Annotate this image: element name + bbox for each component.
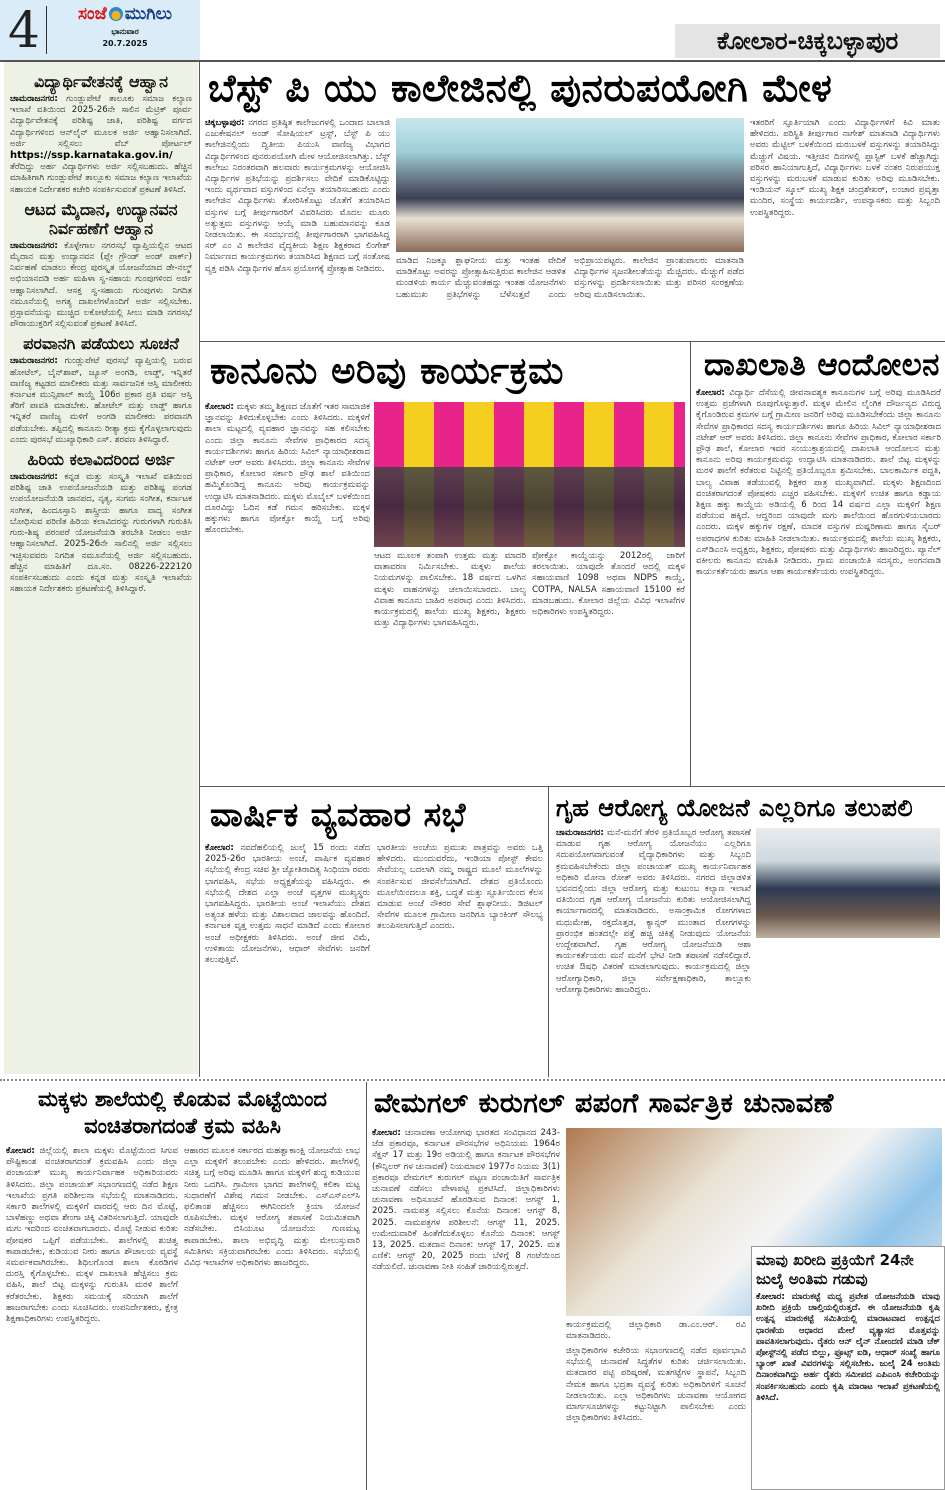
brief-text: ತೆರೆದಿದ್ದು ಅರ್ಹ ವಿದ್ಯಾರ್ಥಿಗಳು ಅರ್ಜಿ ಸಲ್ಲಿಸಬಹುದು. ಹೆಚ್ಚಿನ ಮಾಹಿತಿಗಾಗಿ ಗುಂಡ್ಲುಪೇಟೆ ತಾಲ್ಲೂಕು ಸಮಾಜ ಕಲ್ಯಾಣ ಇಲಾಖೆಯ ಸಹಾಯಕ ನಿರ್ದೇಶಕರ ಕಚೇರಿ ಸಂಪರ್ಕಿಸುವಂತೆ ಪ್ರಕಟಣೆ ತಿಳಿಸಿದೆ. <box>10 162 192 195</box>
region-label: ಕೋಲಾರ-ಚಿಕ್ಕಬಳ್ಳಾಪುರ <box>675 24 940 58</box>
portal-link[interactable]: https://ssp.karnataka.gov.in/ <box>10 150 173 162</box>
dateline: ಕೋಲಾರ: <box>696 388 725 398</box>
story-headline-line1: ಮಕ್ಕಳು ಶಾಲೆಯಲ್ಲಿ ಕೊಡುವ ಮೊಟ್ಟೆಯಿಂದ <box>38 1087 327 1111</box>
divider <box>46 6 47 54</box>
story-headline <box>0 1086 365 1142</box>
story-body-col2: ಭಾರತೀಯ ಅಂಚೆಯ ಪ್ರಮುಖ ಪಾತ್ರವನ್ನು ಅವರು ಒತ್ತಿ ಹೇಳಿದರು. ಮುಂದುವರೆದು, ಇಂಡಿಯಾ ಪೋಸ್ಟ್ ಕೇವಲ ಸೇವೆಯಲ್ಲ ಬದಲಾಗಿ ನಮ್ಮ ರಾಷ್ಟ್ರದ ಮೂಲೆ ಮೂಲೆಗಳನ್ನು ಸಂಪರ್ಕಿಸುವ ಜೀವಸೆಲೆಯಾಗಿದೆ. ದೇಶದ ಪ್ರತಿಯೊಂದು ಮೂಲೆಯಿಂದಲೂ ಶಕ್ತಿ, ಬದ್ಧತೆ ಮತ್ತು ಸ್ಪೂರ್ತಿಯಿಂದ ಕೆಲಸ ಮಾಡುವ ಅಂಚೆ ನೌಕರರ ಸೇವೆ ಶ್ಲಾಘನೀಯ. ಡಿಜಿಟಲ್ ಸೇವೆಗಳ ಮೂಲಕ ಗ್ರಾಮೀಣ ಜನರಿಗೂ ಬ್ಯಾಂಕಿಂಗ್ ಸೌಲಭ್ಯ ತಲುಪಿಸಲಾಗುತ್ತಿದೆ ಎಂದರು. <box>377 843 543 932</box>
brief-headline: ಹಿರಿಯ ಕಲಾವಿದರಿಂದ ಅರ್ಜಿ <box>27 450 175 470</box>
masthead-stack <box>52 2 198 58</box>
brief-body <box>10 356 192 446</box>
article-text: ಮನೆ-ಮನೆಗೆ ತೆರಳಿ ಪ್ರತಿಯೊಬ್ಬರ ಆರೋಗ್ಯ ತಪಾಸಣೆ ಮಾಡುವ ಗೃಹ ಆರೋಗ್ಯ ಯೋಜನೆಯು ಎಲ್ಲರಿಗೂ ಸದುಪಯೋಗವಾಗುವಂತೆ ವೈದ್ಯಾಧಿಕಾರಿಗಳು ಮತ್ತು ಸಿಬ್ಬಂದಿ ಕ್ರಮವಹಿಸಬೇಕೆಂದು ಜಿಲ್ಲಾ ಪಂಚಾಯತ್ ಮುಖ್ಯ ಕಾರ್ಯನಿರ್ವಾಹಕ ಅಧಿಕಾರಿ ಮೋನಾ ರೋತ್ ಅವರು ತಿಳಿಸಿದರು. ನಗರದ ಜಿಲ್ಲಾಡಳಿತ ಭವನದಲ್ಲಿಂದು ಜಿಲ್ಲಾ ಆರೋಗ್ಯ ಮತ್ತು ಕುಟುಂಬ ಕಲ್ಯಾಣ ಇಲಾಖೆ ವತಿಯಿಂದ ಗೃಹ ಆರೋಗ್ಯ ಯೋಜನೆಯ ಕುರಿತು ಆಯೋಜಿಸಲಾಗಿದ್ದ ಕಾರ್ಯಾಗಾರದಲ್ಲಿ ಮಾತನಾಡಿದರು. ಅಸಾಂಕ್ರಾಮಿಕ ರೋಗಗಳಾದ ಮಧುಮೇಹ, ರಕ್ತದೊತ್ತಡ, ಕ್ಯಾನ್ಸರ್ ಮುಂತಾದ ರೋಗಗಳನ್ನು ಪ್ರಾರಂಭಿಕ ಹಂತದಲ್ಲೇ ಪತ್ತೆ ಹಚ್ಚಿ ಚಿಕಿತ್ಸೆ ನೀಡುವುದು ಯೋಜನೆಯ ಉದ್ದೇಶವಾಗಿದೆ. ಗೃಹ ಆರೋಗ್ಯ ಯೋಜನೆಯಡಿ ಆಶಾ ಕಾರ್ಯಕರ್ತೆಯರು ಮನೆ ಮನೆಗೆ ಭೇಟಿ ನೀಡಿ ತಪಾಸಣೆ ನಡೆಸಲಿದ್ದಾರೆ. ಉಚಿತ ಔಷಧಿ ವಿತರಣೆ ಮಾಡಲಾಗುವುದು. ಕಾರ್ಯಕ್ರಮದಲ್ಲಿ ಜಿಲ್ಲಾ ಆರೋಗ್ಯಾಧಿಕಾರಿ, ಜಿಲ್ಲಾ ಸರ್ವೇಕ್ಷಣಾಧಿಕಾರಿ, ತಾಲ್ಲೂಕು ಆರೋಗ್ಯಾಧಿಕಾರಿಗಳು ಹಾಜರಿದ್ದರು. <box>556 828 751 995</box>
article-text: ಮಾರುಕಟ್ಟೆ ಮಧ್ಯ ಪ್ರವೇಶ ಯೋಜನೆಯಡಿ ಮಾವು ಖರೀದಿ ಪ್ರಕ್ರಿಯೆ ಚಾಲ್ತಿಯಲ್ಲಿರುತ್ತದೆ. ಈ ಯೋಜನೆಯಡಿ ಕೃಷಿ ಉತ್ಪನ್ನ ಮಾರುಕಟ್ಟೆ ಸಮಿತಿಯಲ್ಲಿ ಮಾರಾಟವಾದ ಉತ್ಪನ್ನದ ಧಾರಣೆಯ ಆಧಾರದ ಮೇಲೆ ವ್ಯತ್ಯಾಸದ ಮೊತ್ತವನ್ನು ಪಾವತಿಸಲಾಗುವುದು. ರೈತರು ಆನ್ ಲೈನ್ ನೋಂದಣಿ ಮಾಡಿ ಚೆಕ್ ಪೋಸ್ಟ್‌ನಲ್ಲಿ ಪಡೆದ ಬಿಲ್ಲು, ಫ್ರೂಟ್ಸ್ ಐಡಿ, ಆಧಾರ್ ಸಂಖ್ಯೆ ಹಾಗೂ ಬ್ಯಾಂಕ್ ಖಾತೆ ವಿವರಗಳನ್ನು ಸಲ್ಲಿಸಬೇಕು. ಜುಲೈ 24 ಅಂತಿಮ ದಿನಾಂಕವಾಗಿದ್ದು ಅರ್ಹ ರೈತರು ಸಮೀಪದ ಎಪಿಎಂಸಿ ಕಚೇರಿಯನ್ನು ಸಂಪರ್ಕಿಸಬಹುದು ಎಂದು ಕೃಷಿ ಮಾರಾಟ ಇಲಾಖೆ ಪ್ರಕಟಣೆಯಲ್ಲಿ ತಿಳಿಸಿದೆ. <box>756 1292 940 1403</box>
brief-text: ಗುಂಡ್ಲುಪೇಟೆ ಪುರಸಭೆ ವ್ಯಾಪ್ತಿಯಲ್ಲಿ ಬರುವ ಹೋಟೆಲ್, ಬೈನ್‌ಶಾಪ್, ಜ್ಯೂಸ್ ಅಂಗಡಿ, ಲಾಡ್ಜ್, ಇನ್ನಿತರೆ ವಾಣಿಜ್ಯ ಕಟ್ಟಡದ ಮಾಲೀಕರು ಮತ್ತು ಸಾರ್ವಜನಿಕ ಆಸ್ತಿ ಮಾಲೀಕರು ಕರ್ನಾಟಕ ಮುನ್ಸಿಪಾಲ್ ಕಾಯ್ದೆ 106ರ ಪ್ರಕಾರ ಪ್ರತಿ ವರ್ಷ ಆಸ್ತಿ ತೆರಿಗೆ ಪಾವತಿ ಮಾಡಬೇಕು. ಹೋಟೆಲ್ ಮತ್ತು ಲಾಡ್ಜ್ ಹಾಗೂ ಇನ್ನಿತರೆ ವಾಣಿಜ್ಯ ಮಳಿಗೆ ಅಂಗಡಿ ಮಾಲೀಕರು ಪರವಾನಗಿ ಪಡೆಯಬೇಕು. ತಪ್ಪಿದಲ್ಲಿ ಕಾನೂನು ರೀತ್ಯಾ ಕ್ರಮ ಕೈಗೊಳ್ಳಲಾಗುವುದು ಎಂದು ಪುರಸಭೆ ಮುಖ್ಯಾಧಿಕಾರಿ ಎಸ್. ಶರವಣ ತಿಳಿಸಿದ್ದಾರೆ. <box>10 356 192 445</box>
story-body-col1 <box>205 843 370 1075</box>
article-text: ಜಿಲ್ಲೆಯಲ್ಲಿ ಶಾಲಾ ಮಕ್ಕಳು ಮೊಟ್ಟೆಯಿಂದ ಸಿಗುವ ಪೌಷ್ಟಿಕಾಂಶ ವಂಚಿತರಾಗದಂತೆ ಕ್ರಮವಹಿಸಿ ಎಂದು ಜಿಲ್ಲಾ ಪಂಚಾಯತ್ ಮುಖ್ಯ ಕಾರ್ಯನಿರ್ವಾಹಕ ಅಧಿಕಾರಿಯವರು ತಿಳಿಸಿದರು. ಜಿಲ್ಲಾ ಪಂಚಾಯತ್ ಸಭಾಂಗಣದಲ್ಲಿ ನಡೆದ ಶಿಕ್ಷಣ ಇಲಾಖೆಯ ಪ್ರಗತಿ ಪರಿಶೀಲನಾ ಸಭೆಯಲ್ಲಿ ಮಾತನಾಡಿದರು. ಸರ್ಕಾರಿ ಶಾಲೆಗಳಲ್ಲಿ ಮಕ್ಕಳಿಗೆ ವಾರದಲ್ಲಿ ಆರು ದಿನ ಮೊಟ್ಟೆ, ಬಾಳೆಹಣ್ಣು ಅಥವಾ ಶೇಂಗಾ ಚಿಕ್ಕಿ ವಿತರಿಸಲಾಗುತ್ತಿದೆ. ಯಾವುದೇ ಮಗು ಇದರಿಂದ ವಂಚಿತವಾಗಬಾರದು. ಮೊಟ್ಟೆ ನೀಡುವ ಕುರಿತು ಪೋಷಕರ ಒಪ್ಪಿಗೆ ಪಡೆಯಬೇಕು. ಶಾಲೆಗಳಲ್ಲಿ ಶುಚಿತ್ವ ಕಾಪಾಡಬೇಕು, ಕುಡಿಯುವ ನೀರು ಹಾಗೂ ಶೌಚಾಲಯ ವ್ಯವಸ್ಥೆ ಸಮರ್ಪಕವಾಗಿರಬೇಕು. ಶಿಥಿಲಗೊಂಡ ಶಾಲಾ ಕೊಠಡಿಗಳ ದುರಸ್ತಿ ಕೈಗೊಳ್ಳಬೇಕು. ಮಕ್ಕಳ ದಾಖಲಾತಿ ಹೆಚ್ಚಿಸಲು ಕ್ರಮ ವಹಿಸಿ, ಶಾಲೆ ಬಿಟ್ಟ ಮಕ್ಕಳನ್ನು ಗುರುತಿಸಿ ಮರಳಿ ಶಾಲೆಗೆ ಕರೆತರಬೇಕು. ಶಿಕ್ಷಕರು ಸಮಯಕ್ಕೆ ಸರಿಯಾಗಿ ಶಾಲೆಗೆ ಹಾಜರಾಗಬೇಕು ಎಂದು ಸೂಚಿಸಿದರು. ಉಪನಿರ್ದೇಶಕರು, ಕ್ಷೇತ್ರ ಶಿಕ್ಷಣಾಧಿಕಾರಿಗಳು ಉಪಸ್ಥಿತರಿದ್ದರು. <box>6 1146 178 1325</box>
article-text: ವಿದ್ಯಾರ್ಥಿ ದೆಸೆಯಲ್ಲಿ ಜೀವನಾವಶ್ಯಕ ಕಾನೂನುಗಳ ಬಗ್ಗೆ ಅರಿವು ಮೂಡಿಸಿದರೆ ಉತ್ತಮ ಪ್ರಜೆಗಳಾಗಿ ರೂಪುಗೊಳ್ಳುತ್ತಾರೆ. ಮಕ್ಕಳ ಮೇಲಿನ ಲೈಂಗಿಕ ದೌರ್ಜನ್ಯದ ವಿರುದ್ಧ ಕೈಗೊಂಡಿರುವ ಕ್ರಮಗಳ ಬಗ್ಗೆ ಗ್ರಾಮೀಣ ಜನರಿಗೆ ಅರಿವು ಮೂಡಿಸಬೇಕೆಂದು ಜಿಲ್ಲಾ ಕಾನೂನು ಸೇವೆಗಳ ಪ್ರಾಧಿಕಾರದ ಸದಸ್ಯ ಕಾರ್ಯದರ್ಶಿಗಳು ಹಾಗೂ ಹಿರಿಯ ಸಿವಿಲ್ ನ್ಯಾಯಾಧೀಶರಾದ ನಟೇಶ್ ಆರ್ ಅವರು ತಿಳಿಸಿದರು. ಜಿಲ್ಲಾ ಕಾನೂನು ಸೇವೆಗಳ ಪ್ರಾಧಿಕಾರ, ಕೋಲಾರ ಸರ್ಕಾರಿ ಪ್ರೌಢ ಶಾಲೆ, ಕೋಲಾರ ಇವರ ಸಂಯುಕ್ತಾಶ್ರಯದಲ್ಲಿ ದಾಖಲಾತಿ ಆಂದೋಲನ ಮತ್ತು ಕಾನೂನು ಅರಿವು ಕಾರ್ಯಕ್ರಮವನ್ನು ಉದ್ಘಾಟಿಸಿ ಮಾತನಾಡಿದರು. ಶಾಲೆ ಬಿಟ್ಟ ಮಕ್ಕಳನ್ನು ಮರಳಿ ಶಾಲೆಗೆ ಕರೆತರುವ ನಿಟ್ಟಿನಲ್ಲಿ ಪ್ರತಿಯೊಬ್ಬರೂ ಶ್ರಮಿಸಬೇಕು. ಬಾಲಕಾರ್ಮಿಕ ಪದ್ಧತಿ, ಬಾಲ್ಯ ವಿವಾಹ ತಡೆಯುವಲ್ಲಿ ಶಿಕ್ಷಕರ ಪಾತ್ರ ಮುಖ್ಯವಾಗಿದೆ. ಮಕ್ಕಳು ಶಿಕ್ಷಣದಿಂದ ವಂಚಿತರಾಗದಂತೆ ಪೋಷಕರು ಎಚ್ಚರ ವಹಿಸಬೇಕು. ಮಕ್ಕಳಿಗೆ ಉಚಿತ ಹಾಗೂ ಕಡ್ಡಾಯ ಶಿಕ್ಷಣ ಹಕ್ಕು ಕಾಯ್ದೆಯ ಅಡಿಯಲ್ಲಿ 6 ರಿಂದ 14 ವರ್ಷದ ಎಲ್ಲಾ ಮಕ್ಕಳಿಗೆ ಶಿಕ್ಷಣ ಪಡೆಯುವ ಹಕ್ಕಿದೆ. ಆದ್ದರಿಂದ ಯಾವುದೇ ಮಗು ಶಾಲೆಯಿಂದ ಹೊರಗುಳಿಯಬಾರದು ಎಂದರು. ಮಕ್ಕಳ ಹಕ್ಕುಗಳ ರಕ್ಷಣೆ, ಮಾದಕ ವಸ್ತುಗಳ ದುಷ್ಪರಿಣಾಮ ಹಾಗೂ ಸೈಬರ್ ಅಪರಾಧಗಳ ಕುರಿತು ಮಾಹಿತಿ ನೀಡಲಾಯಿತು. ಕಾರ್ಯಕ್ರಮದಲ್ಲಿ ಶಾಲೆಯ ಮುಖ್ಯ ಶಿಕ್ಷಕರು, ಎಸ್‌ಡಿಎಂಸಿ ಅಧ್ಯಕ್ಷರು, ಶಿಕ್ಷಕರು, ಪೋಷಕರು ಮತ್ತು ವಿದ್ಯಾರ್ಥಿಗಳು ಹಾಜರಿದ್ದರು. ಪ್ಯಾನೆಲ್ ವಕೀಲರು ಕಾನೂನು ಮಾಹಿತಿ ನೀಡಿದರು. ಗ್ರಾಮ ಪಂಚಾಯಿತಿ ಸದಸ್ಯರು, ಅಂಗನವಾಡಿ ಕಾರ್ಯಕರ್ತೆಯರು ಹಾಗೂ ಆಶಾ ಕಾರ್ಯಕರ್ತೆಯರು ಉಪಸ್ಥಿತರಿದ್ದರು. <box>696 388 941 578</box>
lead-headline: ಬೆಸ್ಟ್ ಪಿ ಯು ಕಾಲೇಜಿನಲ್ಲಿ ಪುನರುಪಯೋಗಿ ಮೇಳ <box>208 66 833 110</box>
story-headline-line2: ವಂಚಿತರಾಗದಂತೆ ಕ್ರಮ ವಹಿಸಿ <box>84 1114 281 1138</box>
section-rule <box>200 786 945 787</box>
brief-text: ಗುಂಡ್ಲುಪೇಟೆ ತಾಲೂಕು ಸಮಾಜ ಕಲ್ಯಾಣ ಇಲಾಖೆ ವತಿಯಿಂದ 2025-26ನೇ ಸಾಲಿನ ಮೆಟ್ರಿಕ್ ಪೂರ್ವ ವಿದ್ಯಾರ್ಥಿವೇತನಕ್ಕೆ ಪರಿಶಿಷ್ಟ ಜಾತಿ, ಪರಿಶಿಷ್ಟ ವರ್ಗದ ವಿದ್ಯಾರ್ಥಿಗಳಿಂದ ಆನ್‌ಲೈನ್ ಮೂಲಕ ಅರ್ಜಿ ಆಹ್ವಾನಿಸಲಾಗಿದೆ. ಅರ್ಜಿ ಸಲ್ಲಿಸಲು ವೆಬ್ ಪೋರ್ಟಲ್ <box>10 94 192 149</box>
news-box <box>751 1246 945 1490</box>
brief-body <box>10 472 192 595</box>
story-body-col2: ಆಹಾರದ ಮೂಲಕ ಸರ್ಕಾರದ ಮಹತ್ವಾಕಾಂಕ್ಷಿ ಯೋಜನೆಯ ಲಾಭ ಎಲ್ಲಾ ಮಕ್ಕಳಿಗೆ ತಲುಪಬೇಕು ಎಂದು ಹೇಳಿದರು. ಶಾಲೆಗಳಲ್ಲಿ ಸಚಿತ್ವ ಬಗ್ಗೆ ಅರಿವು ಮೂಡಿಸಿ ಹಾಗೂ ಮಕ್ಕಳಿಗೆ ಶುದ್ಧ ಕುಡಿಯುವ ನೀರು ಒದಗಿಸಿ. ಗ್ರಾಮೀಣ ಭಾಗದ ಶಾಲೆಗಳಲ್ಲಿ ಕಲಿಕಾ ಮಟ್ಟ ಸುಧಾರಣೆಗೆ ವಿಶೇಷ ಗಮನ ನೀಡಬೇಕು. ಎಸ್‌ಎಸ್‌ಎಲ್‌ಸಿ ಫಲಿತಾಂಶ ಹೆಚ್ಚಿಸಲು ಈಗಿನಿಂದಲೇ ಕ್ರಿಯಾ ಯೋಜನೆ ರೂಪಿಸಬೇಕು. ಮಕ್ಕಳ ಆರೋಗ್ಯ ತಪಾಸಣೆ ನಿಯಮಿತವಾಗಿ ನಡೆಸಬೇಕು. ಬಿಸಿಯೂಟ ಯೋಜನೆಯ ಗುಣಮಟ್ಟ ಕಾಪಾಡಬೇಕು. ಶಾಲಾ ಅಭಿವೃದ್ಧಿ ಮತ್ತು ಮೇಲುಸ್ತುವಾರಿ ಸಮಿತಿಗಳು ಸಕ್ರಿಯವಾಗಿರಬೇಕು ಎಂದು ತಿಳಿಸಿದರು. ಸಭೆಯಲ್ಲಿ ವಿವಿಧ ಇಲಾಖೆಗಳ ಅಧಿಕಾರಿಗಳು ಹಾಜರಿದ್ದರು. <box>184 1146 360 1269</box>
column-rule <box>366 1082 367 1490</box>
column-rule <box>690 342 691 786</box>
dateline: ಚಾಮರಾಜನಗರ: <box>10 240 58 251</box>
masthead <box>0 0 200 60</box>
brief-text: ಕೊಳ್ಳೇಗಾಲ ನಗರಸಭೆ ವ್ಯಾಪ್ತಿಯಲ್ಲಿನ ಆಟದ ಮೈದಾನ ಮತ್ತು ಉದ್ಯಾನವನ (ಪ್ಲೇ ಗ್ರೌಂಡ್ ಅಂಡ್ ಪಾರ್ಕ್) ನಿರ್ವಹಣೆ ಮಾಡಲು ಕೇಂದ್ರ ಪುರಸ್ಕೃತ ಯೋಜನೆಯಾದ ಡೇ-ನಲ್ಮ್ ಅಭಿಯಾನದಡಿ ಅರ್ಹ ಮಹಿಳಾ ಸ್ವ-ಸಹಾಯ ಗುಂಪುಗಳಿಂದ ಅರ್ಜಿ ಆಹ್ವಾನಿಸಲಾಗಿದೆ. ಆಸಕ್ತ ಸ್ವ-ಸಹಾಯ ಗುಂಪುಗಳು ನಿಗದಿತ ನಮೂನೆಯಲ್ಲಿ ಅಗತ್ಯ ದಾಖಲೆಗಳೊಂದಿಗೆ ಅರ್ಜಿ ಸಲ್ಲಿಸಬೇಕು. ಪ್ರಸ್ತಾವನೆಯನ್ನು ಮುಚ್ಚಿದ ಲಕೋಟೆಯಲ್ಲಿ ಸೀಲು ಮಾಡಿ ನಗರಸಭೆ ಪೌರಾಯುಕ್ತರಿಗೆ ಸಲ್ಲಿಸುವಂತೆ ಪ್ರಕಟಣೆ ತಿಳಿಸಿದೆ. <box>10 240 192 330</box>
brief-text: ಕನ್ನಡ ಮತ್ತು ಸಂಸ್ಕೃತಿ ಇಲಾಖೆ ವತಿಯಿಂದ ಪರಿಶಿಷ್ಟ ಜಾತಿ ಉಪಯೋಜನೆಯಡಿ ಮತ್ತು ಪರಿಶಿಷ್ಟ ಪಂಗಡ ಉಪಯೋಜನೆಯಡಿ ಜಾನಪದ, ನೃತ್ಯ, ಸುಗಮ ಸಂಗೀತ, ಕರ್ನಾಟಕ ಸಂಗೀತ, ಹಿಂದೂಸ್ತಾನಿ ಶಾಸ್ತ್ರೀಯ ಹಾಗೂ ವಾದ್ಯ ಸಂಗೀತ ಬೋಧಿಸುವ ಪರಿಣಿತ ಹಿರಿಯ ಕಲಾವಿದರನ್ನು ಗುರುಗಳಾಗಿ ಗುರುತಿಸಿ ಗುರು-ಶಿಷ್ಯ ಪರಂಪರೆ ಯೋಜನೆಯಡಿ ತರಬೇತಿ ನೀಡಲು ಅರ್ಜಿ ಆಹ್ವಾನಿಸಲಾಗಿದೆ. 2025-26ನೇ ಸಾಲಿನಲ್ಲಿ ಅರ್ಜಿ ಸಲ್ಲಿಸಲು ಇಚ್ಛಿಸುವವರು ನಿಗದಿತ ನಮೂನೆಯಲ್ಲಿ ಅರ್ಜಿ ಸಲ್ಲಿಸಬಹುದು. ಹೆಚ್ಚಿನ ಮಾಹಿತಿಗೆ ದೂ.ಸಂ. 08226-222120 ಸಂಪರ್ಕಿಸಬಹುದು ಎಂದು ಕನ್ನಡ ಮತ್ತು ಸಂಸ್ಕೃತಿ ಇಲಾಖೆಯ ಸಹಾಯಕ ನಿರ್ದೇಶಕರು ಪ್ರಕಟಣೆಯಲ್ಲಿ ತಿಳಿಸಿದ್ದಾರೆ. <box>10 472 192 595</box>
story-headline: ವೇಮಗಲ್ ಕುರುಗಲ್ ಪಪಂಗೆ ಸಾರ್ವತ್ರಿಕ ಚುನಾವಣೆ <box>374 1088 834 1119</box>
brief-headline: ಪರವಾನಗಿ ಪಡೆಯಲು ಸೂಚನೆ <box>23 334 179 354</box>
dateline: ಕೋಲಾರ: <box>756 1292 785 1302</box>
lead-body-col1 <box>205 118 390 338</box>
sun-icon <box>109 7 123 21</box>
dateline: ಕೋಲಾರ: <box>6 1146 35 1156</box>
story-photo <box>374 402 685 547</box>
brief-body <box>10 94 192 196</box>
story-headline: ಗೃಹ ಆರೋಗ್ಯ ಯೋಜನೆ ಎಲ್ಲರಿಗೂ ತಲುಪಲಿ <box>556 794 914 822</box>
story-body-col1 <box>205 402 370 782</box>
brief-headline: ಆಟದ ಮೈದಾನ, ಉದ್ಯಾನವನ ನಿರ್ವಹಣೆಗೆ ಆಹ್ವಾನ <box>24 199 178 238</box>
story-headline: ವಾರ್ಷಿಕ ವ್ಯವಹಾರ ಸಭೆ <box>210 795 466 834</box>
lead-body-col2: ಮಾಡಿದ ನಿಜಕ್ಕೂ ಶ್ಲಾಘನೀಯ ಮತ್ತು ಇಂತಹ ವೇದಿಕೆ ಮಾಡಿಕೊಟ್ಟು ಅವರನ್ನು ಪ್ರೋತ್ಸಾಹಿಸುತ್ತಿರುವ ಕಾಲೇಜಿನ ಆಡಳಿತ ಮಂಡಳಿಯ ಕಾರ್ಯ ಮೆಚ್ಚುವಂತಹದ್ದು ಇಂತಹ ಯೋಜನೆಗಳು ಬಹುಮುಖ ಪ್ರತಿಭೆಗಳನ್ನು ಬೆಳೆಸುತ್ತವೆ ಎಂದು ಅಭಿಪ್ರಾಯಪಟ್ಟರು. ಕಾಲೇಜಿನ ಪ್ರಾಂಶುಪಾಲರು ಮಾತನಾಡಿ ವಿದ್ಯಾರ್ಥಿಗಳ ಸೃಜನಶೀಲತೆಯನ್ನು ಮೆಚ್ಚಿದರು. ಮೆಚ್ಚುಗೆ ಪಡೆದ ವಸ್ತುಗಳನ್ನು ಪ್ರದರ್ಶಿಸಲಾಯಿತು ಮತ್ತು ಪರಿಸರ ಸಂರಕ್ಷಣೆಯ ಅರಿವು ಮೂಡಿಸಲಾಯಿತು. <box>396 256 744 300</box>
story-body <box>696 388 941 782</box>
story-headline: ದಾಖಲಾತಿ ಆಂದೋಲನ <box>704 347 940 383</box>
issue-day: ಭಾನುವಾರ <box>111 27 139 36</box>
logo-part2: ಮುಗಿಲು <box>124 4 172 24</box>
dateline: ಕೋಲಾರ: <box>372 1128 401 1138</box>
article-text: ನಗರದ ಪ್ರತಿಷ್ಠಿತ ಕಾಲೇಜುಗಳಲ್ಲಿ ಒಂದಾದ ಬಾಲಾಜಿ ಎಜುಕೇಷನಲ್ ಅಂಡ್ ಸೋಷಿಯಲ್ ಟ್ರಸ್ಟ್, ಬೆಸ್ಟ್ ಪಿ ಯು ಕಾಲೇಜಿನಲ್ಲಿಂದು ದ್ವಿತೀಯ ಪಿಯುಸಿ ವಾಣಿಜ್ಯ ವಿಭಾಗದ ವಿದ್ಯಾರ್ಥಿಗಳಿಂದ ಪುನರುಪಯೋಗಿ ಮೇಳ ಆಯೋಜಿಸಲಾಗಿತ್ತು. ಬೆಸ್ಟ್ ಕಾಲೇಜು ನಿರಂತರವಾಗಿ ಹಲವಾರು ಕಾರ್ಯಕ್ರಮಗಳನ್ನು ಆಯೋಜಿಸಿ ವಿದ್ಯಾರ್ಥಿಗಳ ಪ್ರತಿಭೆಯನ್ನು ಪ್ರದರ್ಶಿಸಲು ವೇದಿಕೆ ಮಾಡಿಕೊಟ್ಟಿದ್ದು ಇಂದು ವ್ಯರ್ಥವಾದ ವಸ್ತುಗಳಿಂದ ಏನೆಲ್ಲಾ ತಯಾರಿಸಬಹುದು ಎಂದು ಕಾಲೇಜಿನ ವಿದ್ಯಾರ್ಥಿಗಳು ತೋರಿಸಿಕೊಟ್ಟು ಜೊತೆಗೆ ತಯಾರಿಸಿದ ವಸ್ತುಗಳ ಬಗ್ಗೆ ತೀರ್ಪುಗಾರರಿಗೆ ವಿವರಿಸಿದರು ಮೊದಲ ಮೂರು ಅತ್ಯುತ್ತಮ ವಸ್ತುಗಳನ್ನು ಆಯ್ಕೆ ಮಾಡಿ ಬಹುಮಾನವನ್ನು ಕೂಡ ನೀಡಲಾಯಿತು. ಈ ಸಂದರ್ಭದಲ್ಲಿ ತೀರ್ಪುಗಾರರಾಗಿ ಭಾಗವಹಿಸಿದ್ದ ಸರ್ ಎಂ ವಿ ಕಾಲೇಜಿನ ವೈದ್ಯಕೀಯ ಶಿಕ್ಷಣ ಶಿಕ್ಷಕರಾದ ಲಿಂಗೇಶ್ ನಿರ್ಮಾಣದ ಕಾರ್ಯಕ್ರಮಗಳು ತಯಾರಿಸಿದ ಶಿಕ್ಷಣದ ಬಗ್ಗೆ ಸಂತೋಷ ವ್ಯಕ್ತ ಪಡಿಸಿ ವಿದ್ಯಾರ್ಥಿಗಳ ಹೊಸ ಪ್ರಯೋಗಕ್ಕೆ ಪ್ರೋತ್ಸಾಹ ನೀಡಿದರು. <box>205 118 390 274</box>
lead-body-col3: ಇತರರಿಗೆ ಸ್ಫೂರ್ತಿಯಾಗಿ ಎಂದು ವಿದ್ಯಾರ್ಥಿಗಳಿಗೆ ಕಿವಿ ಮಾತು ಹೇಳಿದರು. ಪರಿಸ್ಥಿತಿ ತೀರ್ಪುಗಾರ ನಾಗೇಶ್ ಮಾತನಾಡಿ ವಿದ್ಯಾರ್ಥಿಗಳು ಅವರು ಮೆಟ್ಟಿಲ್ ಬಳಕೆಯಿಂದ ಮರುಬಳಕೆ ವಸ್ತುಗಳನ್ನು ತಯಾರಿಸಿದ್ದು ಮೆಚ್ಚುಗೆ ವಿಷಯ. ಇತ್ತೀಚಿನ ದಿನಗಳಲ್ಲಿ ಪ್ಲಾಸ್ಟಿಕ್ ಬಳಕೆ ಹೆಚ್ಚಾಗಿದ್ದು ಪರಿಸರ ಹಾನಿಯಾಗುತ್ತಿದೆ, ವಿದ್ಯಾರ್ಥಿಗಳು ಬಳಕೆ ನಂತರ ನಿರುಪಯುಕ್ತ ವಸ್ತುಗಳನ್ನು ಮರುಬಳಕೆ ಮಾಡುವ ಕುರಿತು ಅರಿವು ಮೂಡಿಸಬೇಕು. ಇಂಡಿಯನ್ ಸ್ಕೂಲ್ ಮುಖ್ಯ ಶಿಕ್ಷಕ ಚಂದ್ರಶೇಖರ್, ಲಂಚಾರ ಪ್ರವೃತ್ತಾ ಮಂದಿರ, ಸಂಸ್ಥೆಯ ಕಾರ್ಯದರ್ಶಿ, ಉಪನ್ಯಾಸಕರು ಮತ್ತು ಸಿಬ್ಬಂದಿ ಉಪಸ್ಥಿತರಿದ್ದರು. <box>750 118 940 218</box>
story-body-col1 <box>372 1128 560 1488</box>
dateline: ಚಾಮರಾಜನಗರ: <box>10 356 58 367</box>
photo-caption: ಕಾರ್ಯಕ್ರಮದಲ್ಲಿ ಜಿಲ್ಲಾಧಿಕಾರಿ ಡಾ.ಎಂ.ಆರ್. ರವಿ ಮಾತನಾಡಿದರು. <box>566 1320 746 1342</box>
column-rule <box>548 787 549 1077</box>
brief-body <box>10 241 192 331</box>
dateline: ಚಾಮರಾಜನಗರ: <box>10 94 58 104</box>
story-body-col1 <box>6 1146 178 1487</box>
logo-part1: ಸಂಜೆ <box>78 4 107 24</box>
dateline: ಚಾಮರಾಜನಗರ: <box>556 828 604 838</box>
dateline: ಚಿಕ್ಕಬಳ್ಳಾಪುರ: <box>205 118 245 128</box>
story-body-col3: ಪೋಕ್ಸೋ ಕಾಯ್ದೆಯನ್ನು 2012ರಲ್ಲಿ ಜಾರಿಗೆ ತರಲಾಯಿತು. ಯಾವುದೇ ತೊಂದರೆ ಆದಲ್ಲಿ ಮಕ್ಕಳ ಸಹಾಯವಾಣಿ 1098 ಅಥವಾ NDPS ಕಾಯ್ದೆ, COTPA, NALSA ಸಹಾಯವಾಣಿ 15100 ಕರೆ ಮಾಡಬಹುದು. ಕೋಲಾರ ಜಿಲ್ಲೆಯ ವಿವಿಧ ಇಲಾಖೆಗಳ ಅಧಿಕಾರಿಗಳು ಉಪಸ್ಥಿತರಿದ್ದರು. <box>532 551 685 618</box>
article-text: ಮಕ್ಕಳು ತಮ್ಮ ಶಿಕ್ಷಣದ ಜೊತೆಗೆ ಇತರ ಸಾಮಾಜಿಕ ಜ್ಞಾನವನ್ನು ತಿಳಿದುಕೊಳ್ಳಬೇಕು ಎಂದು ತಿಳಿಸಿದರು. ಮಕ್ಕಳಿಗೆ ಶಾಲಾ ಮಟ್ಟದಲ್ಲಿ ವ್ಯವಹಾರ ಜ್ಞಾನವನ್ನು ಸಹ ಕಲಿಸಬೇಕು ಎಂದು ಜಿಲ್ಲಾ ಕಾನೂನು ಸೇವೆಗಳ ಪ್ರಾಧಿಕಾರದ ಸದಸ್ಯ ಕಾರ್ಯದರ್ಶಿಗಳು ಹಾಗೂ ಹಿರಿಯ ಸಿವಿಲ್ ನ್ಯಾಯಾಧೀಶರಾದ ನಟೇಶ್ ಆರ್ ಅವರು ತಿಳಿಸಿದರು. ಜಿಲ್ಲಾ ಕಾನೂನು ಸೇವೆಗಳ ಪ್ರಾಧಿಕಾರ, ಕೋಲಾರ ಸರ್ಕಾರಿ ಪ್ರೌಢ ಶಾಲೆ ವತಿಯಿಂದ ಹಮ್ಮಿಕೊಂಡಿದ್ದ ಕಾನೂನು ಅರಿವು ಕಾರ್ಯಕ್ರಮವನ್ನು ಉದ್ಘಾಟಿಸಿ ಮಾತನಾಡಿದರು. ಮಕ್ಕಳು ಮೊಬೈಲ್ ಬಳಕೆಯಿಂದ ದೂರವಿದ್ದು ಓದಿನ ಕಡೆ ಗಮನ ಹರಿಸಬೇಕು. ಮಕ್ಕಳ ಹಕ್ಕುಗಳು ಹಾಗೂ ಪೋಕ್ಸೋ ಕಾಯ್ದೆ ಬಗ್ಗೆ ಅರಿವು ಹೊಂದಬೇಕು. <box>205 402 370 536</box>
page-number: 4 <box>8 1 40 59</box>
story-body <box>556 828 751 1076</box>
story-headline: ಕಾನೂನು ಅರಿವು ಕಾರ್ಯಕ್ರಮ <box>210 349 564 392</box>
dateline: ಚಾಮರಾಜನಗರ: <box>10 472 58 483</box>
dateline: ಕೋಲಾರ: <box>205 843 234 853</box>
brief-headline: ವಿದ್ಯಾರ್ಥಿವೇತನಕ್ಕೆ ಆಹ್ವಾನ <box>33 72 169 91</box>
lead-photo <box>396 118 744 252</box>
story-photo <box>756 828 940 938</box>
section-rule <box>0 1079 945 1081</box>
newspaper-logo <box>78 2 172 26</box>
story-body-col2: ಆಟದ ಮೂಲಕ ತಂಪಾಗಿ ಉತ್ತಮ ಮತ್ತು ಮಾದರಿ ವಾತಾವರಣ ನಿರ್ಮಿಸಬೇಕು. ಮಕ್ಕಳು ಶಾಲೆಯ ನಿಯಮಗಳನ್ನು ಪಾಲಿಸಬೇಕು. 18 ವರ್ಷದ ಒಳಗಿನ ಮಕ್ಕಳು ವಾಹನಗಳನ್ನು ಚಲಾಯಿಸಬಾರದು. ಬಾಲ್ಯ ವಿವಾಹ ಕಾನೂನು ಬಾಹಿರ ಅಪರಾಧ ಎಂದು ತಿಳಿಸಿದರು. ಕಾರ್ಯಕ್ರಮದಲ್ಲಿ ಶಾಲೆಯ ಮುಖ್ಯ ಶಿಕ್ಷಕರು, ಶಿಕ್ಷಕರು ಮತ್ತು ವಿದ್ಯಾರ್ಥಿಗಳು ಭಾಗವಹಿಸಿದ್ದರು. <box>374 551 526 629</box>
box-body <box>756 1292 940 1485</box>
dateline: ಕೋಲಾರ: <box>205 402 234 412</box>
sidebar-briefs <box>4 62 198 1074</box>
column-rule <box>199 62 200 1077</box>
story-body-col2: ಜಿಲ್ಲಾಧಿಕಾರಿಗಳ ಕಚೇರಿಯ ಸಭಾಂಗಣದಲ್ಲಿ ನಡೆದ ಪೂರ್ವಭಾವಿ ಸಭೆಯಲ್ಲಿ ಚುನಾವಣೆ ಸಿದ್ಧತೆಗಳ ಕುರಿತು ಚರ್ಚಿಸಲಾಯಿತು. ಮತದಾರರ ಪಟ್ಟಿ ಪರಿಷ್ಕರಣೆ, ಮತಗಟ್ಟೆಗಳ ಸ್ಥಾಪನೆ, ಸಿಬ್ಬಂದಿ ನೇಮಕ ಹಾಗೂ ಭದ್ರತಾ ವ್ಯವಸ್ಥೆ ಕುರಿತು ಅಧಿಕಾರಿಗಳಿಗೆ ಸೂಚನೆ ನೀಡಲಾಯಿತು. ಎಲ್ಲಾ ಅಧಿಕಾರಿಗಳು ಚುನಾವಣಾ ಆಯೋಗದ ಮಾರ್ಗಸೂಚಿಗಳನ್ನು ಕಟ್ಟುನಿಟ್ಟಾಗಿ ಪಾಲಿಸಬೇಕು ಎಂದು ಜಿಲ್ಲಾಧಿಕಾರಿಗಳು ತಿಳಿಸಿದರು. <box>566 1346 746 1424</box>
issue-date: 20.7.2025 <box>102 39 148 48</box>
article-text: ನವದೆಹಲಿಯಲ್ಲಿ ಜುಲೈ 15 ರಂದು ನಡೆದ 2025-26ರ ಭಾರತೀಯ ಅಂಚೆ, ವಾರ್ಷಿಕ ವ್ಯವಹಾರ ಸಭೆಯಲ್ಲಿ ಕೇಂದ್ರ ಸಚಿವ ಶ್ರೀ ಜ್ಯೋತಿರಾದಿತ್ಯ ಸಿಂಧಿಯಾ ರವರು ಭಾಗವಹಿಸಿ, ಸಭೆಯ ಅಧ್ಯಕ್ಷತೆಯನ್ನು ವಹಿಸಿದ್ದರು. ಈ ಸಭೆಯಲ್ಲಿ ದೇಶದ ಎಲ್ಲಾ ಅಂಚೆ ವೃತ್ತಗಳ ಮುಖ್ಯಸ್ಥರು ಭಾಗವಹಿಸಿದ್ದರು. ಭಾರತೀಯ ಅಂಚೆ ಇಲಾಖೆಯು ದೇಶದ ಅತ್ಯಂತ ಹಳೆಯ ಮತ್ತು ವಿಶಾಲವಾದ ಜಾಲವನ್ನು ಹೊಂದಿದೆ. ಕರ್ನಾಟಕ ವೃತ್ತ ಉತ್ತಮ ಸಾಧನೆ ಮಾಡಿದೆ ಎಂದು ಕೋಲಾರ ಅಂಚೆ ಅಧೀಕ್ಷಕರು ತಿಳಿಸಿದರು. ಅಂಚೆ ಜೀವ ವಿಮೆ, ಉಳಿತಾಯ ಯೋಜನೆಗಳು, ಆಧಾರ್ ಸೇವೆಗಳು ಜನರಿಗೆ ತಲುಪುತ್ತಿವೆ. <box>205 843 370 966</box>
box-headline: ಮಾವು ಖರೀದಿ ಪ್ರಕ್ರಿಯೆಗೆ 24ನೇ ಜುಲೈ ಅಂತಿಮ ಗಡುವು <box>756 1251 914 1288</box>
section-rule <box>200 341 945 342</box>
article-text: ಚುನಾವಣಾ ಆಯೋಗವು ಭಾರತದ ಸಂವಿಧಾನದ 243-ಜೆಡ ಪ್ರಕಾರವೂ, ಕರ್ನಾಟಕ ಪೌರಸಭೆಗಳ ಅಧಿನಿಯಮ 1964ರ ಸೆಕ್ಷನ್ 17 ಮತ್ತು 19ರ ಅಡಿಯಲ್ಲಿ ಹಾಗೂ ಕರ್ನಾಟಕ ಪೌರಸಭೆಗಳ (ಕೌನ್ಸಿಲರ್ ಗಳ ಚುನಾವಣೆ) ನಿಯಮಾವಳಿ 1977ರ ನಿಯಮ 3(1) ಪ್ರಕಾರವೂ ವೇಮಗಲ್ ಕುರುಗಲ್ ಪಟ್ಟಣ ಪಂಚಾಯಿತಿಗೆ ಸಾರ್ವತ್ರಿಕ ಚುನಾವಣೆ ನಡೆಸಲು ವೇಳಾಪಟ್ಟಿ ಪ್ರಕಟಿಸಿದೆ. ಜಿಲ್ಲಾಧಿಕಾರಿಗಳು ಚುನಾವಣಾ ಅಧಿಸೂಚನೆ ಹೊರಡಿಸುವ ದಿನಾಂಕ: ಆಗಸ್ಟ್ 1, 2025. ನಾಮಪತ್ರ ಸಲ್ಲಿಸಲು ಕೊನೆಯ ದಿನಾಂಕ: ಆಗಸ್ಟ್ 8, 2025. ನಾಮಪತ್ರಗಳ ಪರಿಶೀಲನೆ: ಆಗಸ್ಟ್ 11, 2025. ಉಮೇದುವಾರಿಕೆ ಹಿಂತೆಗೆದುಕೊಳ್ಳಲು ಕೊನೆಯ ದಿನಾಂಕ: ಆಗಸ್ಟ್ 13, 2025. ಮತದಾನ ದಿನಾಂಕ: ಆಗಸ್ಟ್ 17, 2025. ಮತ ಎಣಿಕೆ: ಆಗಸ್ಟ್ 20, 2025 ರಂದು ಬೆಳಿಗ್ಗೆ 8 ಗಂಟೆಯಿಂದ ನಡೆಯಲಿದೆ. ಚುನಾವಣಾ ನೀತಿ ಸಂಹಿತೆ ಜಾರಿಯಲ್ಲಿರುತ್ತದೆ. <box>372 1128 560 1273</box>
